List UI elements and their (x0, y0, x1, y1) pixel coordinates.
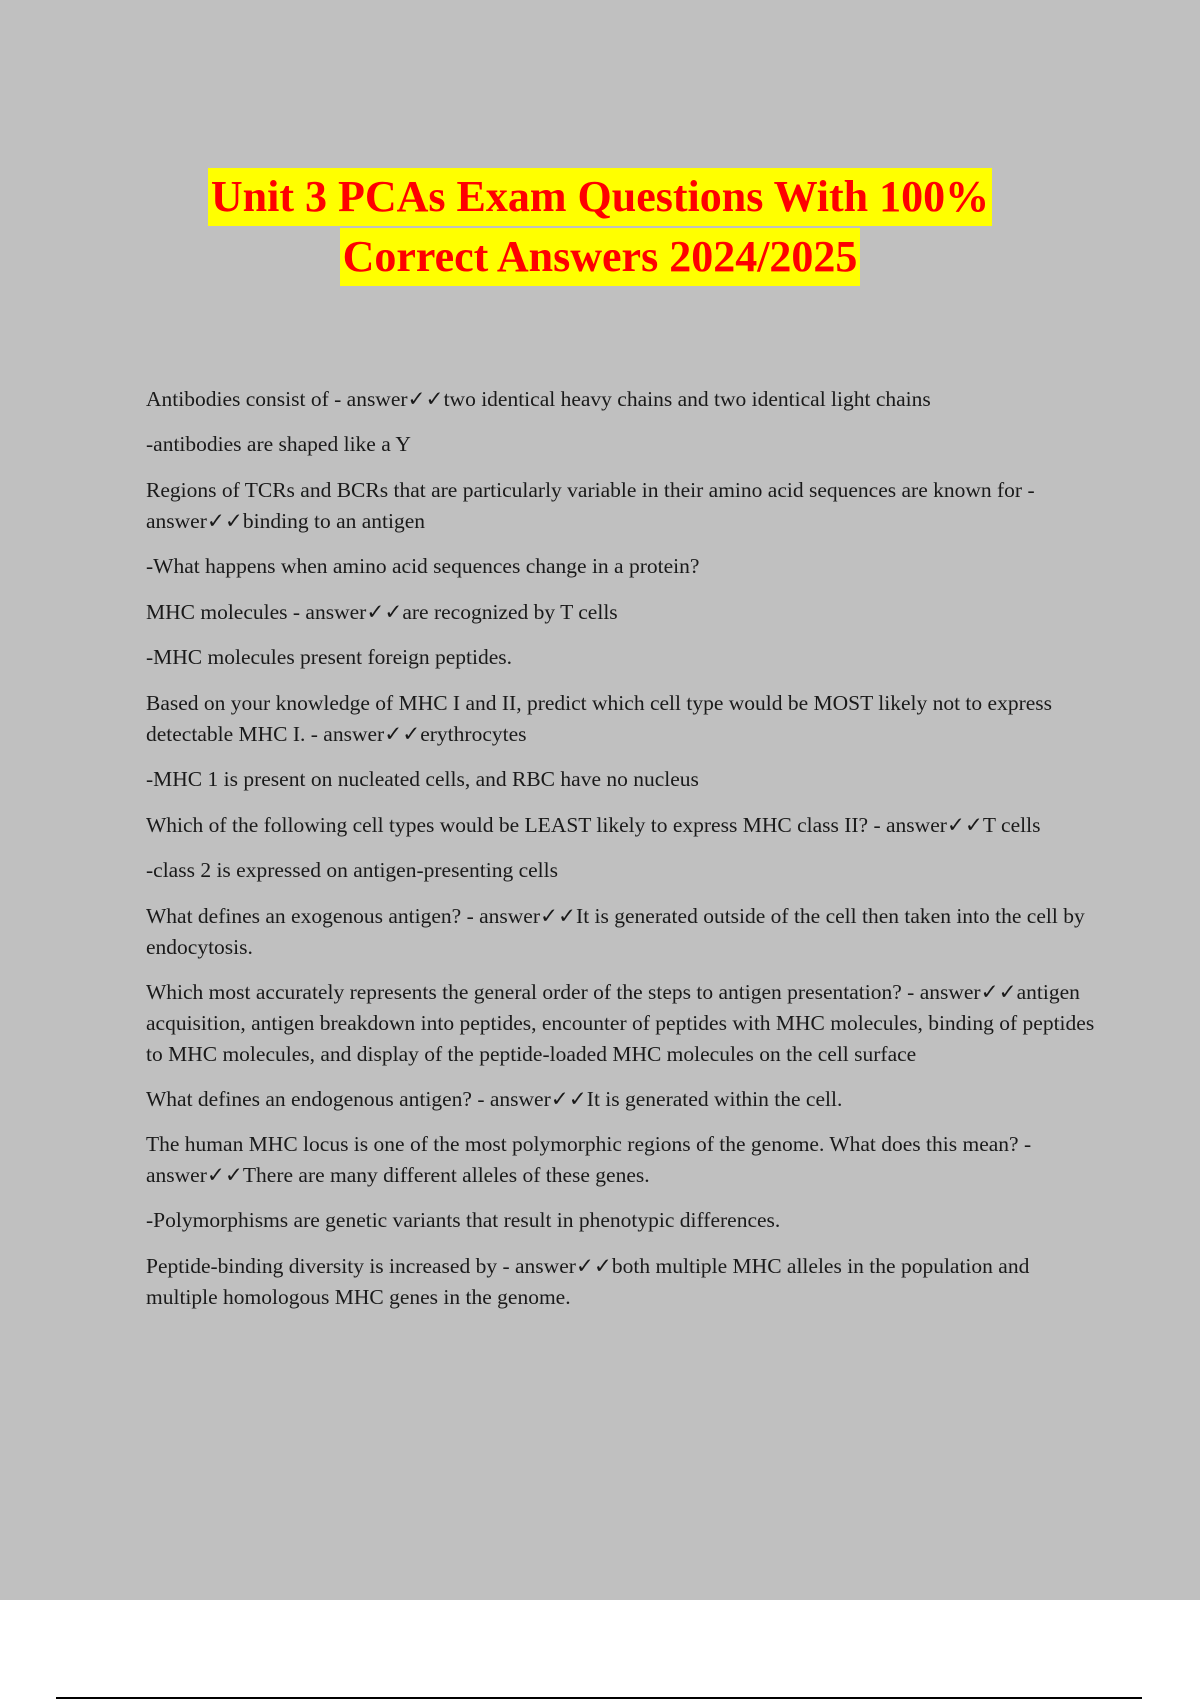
document-title (0, 168, 1200, 288)
paragraph-5: MHC molecules - answer✓✓are recognized by T cells (146, 600, 618, 624)
paragraph-15: -Polymorphisms are genetic variants that result in phenotypic differences. (146, 1208, 781, 1232)
paragraph-6: -MHC molecules present foreign peptides. (146, 645, 513, 669)
paragraph-7: Based on your knowledge of MHC I and II, predict which cell type would be MOST likely not to express detectable MHC I. - answer✓✓erythrocytes (146, 691, 1053, 746)
document-body (146, 384, 1096, 1327)
paragraph-9: Which of the following cell types would be LEAST likely to express MHC class II? - answer✓✓T cells (146, 813, 1041, 837)
footer-divider (56, 1697, 1142, 1699)
paragraph-2: -antibodies are shaped like a Y (146, 432, 411, 456)
title-line-2: Correct Answers 2024/2025 (340, 228, 861, 286)
paragraph-13: What defines an endogenous antigen? - answer✓✓It is generated within the cell. (146, 1087, 843, 1111)
paragraph-16: Peptide-binding diversity is increased by - answer✓✓both multiple MHC alleles in the population and multiple homologous MHC genes in the genome. (146, 1254, 1030, 1309)
paragraph-3: Regions of TCRs and BCRs that are particularly variable in their amino acid sequences are known for - answer✓✓binding to an antigen (146, 478, 1035, 533)
paragraph-4: -What happens when amino acid sequences change in a protein? (146, 554, 700, 578)
paragraph-12: Which most accurately represents the general order of the steps to antigen presentation? - answer✓✓antigen acquisition, antigen breakdown into peptides, encounter of peptides with MHC molecules, binding of peptides to MHC molecules, and display of the peptide-loaded MHC molecules on the cell surface (146, 980, 1095, 1066)
paragraph-1: Antibodies consist of - answer✓✓two identical heavy chains and two identical light chains (146, 387, 931, 411)
paragraph-8: -MHC 1 is present on nucleated cells, and RBC have no nucleus (146, 767, 699, 791)
paragraph-10: -class 2 is expressed on antigen-presenting cells (146, 858, 558, 882)
paragraph-14: The human MHC locus is one of the most polymorphic regions of the genome. What does this mean? - answer✓✓There are many different alleles of these genes. (146, 1132, 1032, 1187)
paragraph-11: What defines an exogenous antigen? - answer✓✓It is generated outside of the cell then taken into the cell by endocytosis. (146, 904, 1085, 959)
title-line-1: Unit 3 PCAs Exam Questions With 100% (208, 168, 992, 226)
